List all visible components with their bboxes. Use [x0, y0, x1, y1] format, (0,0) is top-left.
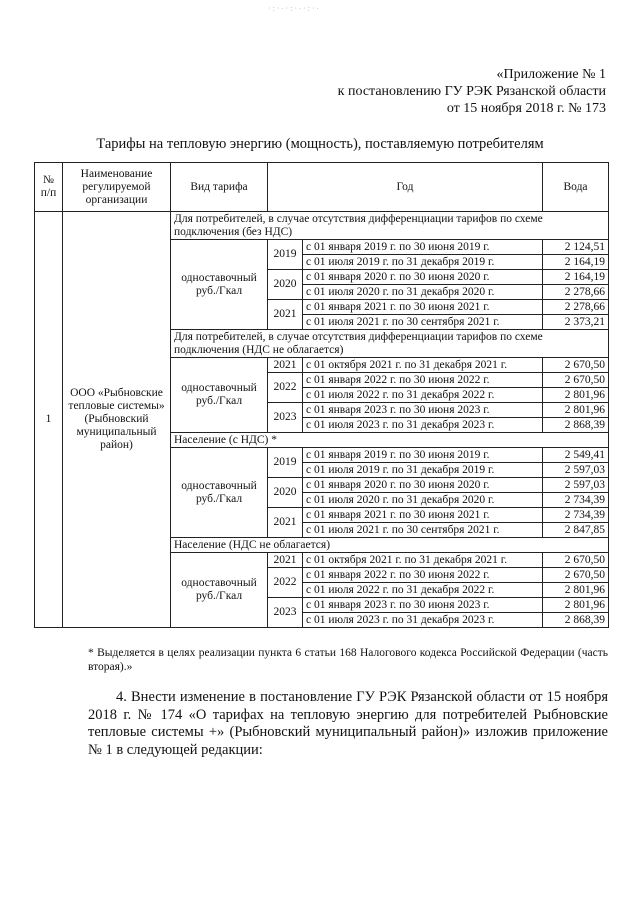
section-title: Население (с НДС) *	[171, 433, 609, 448]
header-number: № п/п	[35, 163, 63, 212]
period-cell: с 01 января 2023 г. по 30 июня 2023 г.	[303, 598, 543, 613]
amendment-paragraph: 4. Внести изменение в постановление ГУ РЭК Рязанской области от 15 ноября 2018 г. № 174 «О тарифах на тепловую энергию для потребителей Рыбновские тепловые системы +» (Рыбновский муниципальный район)» изложив приложение № 1 в следующей редакции:	[88, 689, 608, 758]
period-cell: с 01 июля 2020 г. по 31 декабря 2020 г.	[303, 285, 543, 300]
section-title: Для потребителей, в случае отсутствия дифференциации тарифов по схеме подключения (НДС не облагается)	[171, 330, 609, 358]
tariff-type: одноставочный руб./Гкал	[171, 553, 268, 628]
value-cell: 2 124,51	[543, 240, 609, 255]
period-cell: с 01 июля 2023 г. по 31 декабря 2023 г.	[303, 613, 543, 628]
value-cell: 2 801,96	[543, 583, 609, 598]
year-cell: 2021	[268, 358, 303, 373]
row-number: 1	[35, 212, 63, 628]
period-cell: с 01 января 2022 г. по 30 июня 2022 г.	[303, 373, 543, 388]
period-cell: с 01 июля 2020 г. по 31 декабря 2020 г.	[303, 493, 543, 508]
value-cell: 2 734,39	[543, 493, 609, 508]
period-cell: с 01 июля 2023 г. по 31 декабря 2023 г.	[303, 418, 543, 433]
period-cell: с 01 октября 2021 г. по 31 декабря 2021 г.	[303, 553, 543, 568]
footnote: * Выделяется в целях реализации пункта 6 статьи 168 Налогового кодекса Российской Федерации (часть вторая).»	[88, 647, 608, 673]
period-cell: с 01 июля 2019 г. по 31 декабря 2019 г.	[303, 463, 543, 478]
year-cell: 2021	[268, 553, 303, 568]
period-cell: с 01 января 2020 г. по 30 июня 2020 г.	[303, 270, 543, 285]
period-cell: с 01 января 2019 г. по 30 июня 2019 г.	[303, 448, 543, 463]
period-cell: с 01 июля 2022 г. по 31 декабря 2022 г.	[303, 583, 543, 598]
header-organization: Наименование регулируемой организации	[63, 163, 171, 212]
header-tariff-type: Вид тарифа	[171, 163, 268, 212]
value-cell: 2 670,50	[543, 568, 609, 583]
period-cell: с 01 января 2020 г. по 30 июня 2020 г.	[303, 478, 543, 493]
period-cell: с 01 июля 2021 г. по 30 сентября 2021 г.	[303, 523, 543, 538]
period-cell: с 01 января 2022 г. по 30 июня 2022 г.	[303, 568, 543, 583]
value-cell: 2 373,21	[543, 315, 609, 330]
period-cell: с 01 января 2019 г. по 30 июня 2019 г.	[303, 240, 543, 255]
period-cell: с 01 октября 2021 г. по 31 декабря 2021 г.	[303, 358, 543, 373]
page-title: Тарифы на тепловую энергию (мощность), поставляемую потребителям	[96, 136, 544, 152]
period-cell: с 01 июля 2019 г. по 31 декабря 2019 г.	[303, 255, 543, 270]
value-cell: 2 868,39	[543, 418, 609, 433]
value-cell: 2 801,96	[543, 598, 609, 613]
value-cell: 2 801,96	[543, 388, 609, 403]
year-cell: 2022	[268, 568, 303, 598]
value-cell: 2 164,19	[543, 270, 609, 285]
scan-artifact: ·:·∙·:·∙·:·∙	[268, 4, 321, 13]
header-year: Год	[268, 163, 543, 212]
value-cell: 2 670,50	[543, 373, 609, 388]
value-cell: 2 868,39	[543, 613, 609, 628]
resolution-reference: к постановлению ГУ РЭК Рязанской области	[337, 84, 606, 99]
value-cell: 2 164,19	[543, 255, 609, 270]
organization-name: ООО «Рыбновские тепловые системы» (Рыбновский муниципальный район)	[63, 212, 171, 628]
resolution-date: от 15 ноября 2018 г. № 173	[446, 101, 606, 116]
tariff-type: одноставочный руб./Гкал	[171, 448, 268, 538]
tariff-type: одноставочный руб./Гкал	[171, 358, 268, 433]
value-cell: 2 670,50	[543, 358, 609, 373]
period-cell: с 01 января 2023 г. по 30 июня 2023 г.	[303, 403, 543, 418]
year-cell: 2020	[268, 270, 303, 300]
year-cell: 2022	[268, 373, 303, 403]
section-title: Для потребителей, в случае отсутствия дифференциации тарифов по схеме подключения (без НДС)	[171, 212, 609, 240]
year-cell: 2023	[268, 598, 303, 628]
year-cell: 2021	[268, 300, 303, 330]
period-cell: с 01 июля 2022 г. по 31 декабря 2022 г.	[303, 388, 543, 403]
header-water: Вода	[543, 163, 609, 212]
appendix-label: «Приложение № 1	[496, 67, 606, 82]
value-cell: 2 597,03	[543, 463, 609, 478]
period-cell: с 01 января 2021 г. по 30 июня 2021 г.	[303, 508, 543, 523]
year-cell: 2019	[268, 240, 303, 270]
year-cell: 2019	[268, 448, 303, 478]
period-cell: с 01 июля 2021 г. по 30 сентября 2021 г.	[303, 315, 543, 330]
value-cell: 2 670,50	[543, 553, 609, 568]
tariff-table	[34, 162, 609, 628]
section-title: Население (НДС не облагается)	[171, 538, 609, 553]
year-cell: 2021	[268, 508, 303, 538]
tariff-type: одноставочный руб./Гкал	[171, 240, 268, 330]
value-cell: 2 801,96	[543, 403, 609, 418]
value-cell: 2 549,41	[543, 448, 609, 463]
value-cell: 2 734,39	[543, 508, 609, 523]
year-cell: 2020	[268, 478, 303, 508]
period-cell: с 01 января 2021 г. по 30 июня 2021 г.	[303, 300, 543, 315]
value-cell: 2 278,66	[543, 285, 609, 300]
value-cell: 2 278,66	[543, 300, 609, 315]
value-cell: 2 597,03	[543, 478, 609, 493]
year-cell: 2023	[268, 403, 303, 433]
value-cell: 2 847,85	[543, 523, 609, 538]
